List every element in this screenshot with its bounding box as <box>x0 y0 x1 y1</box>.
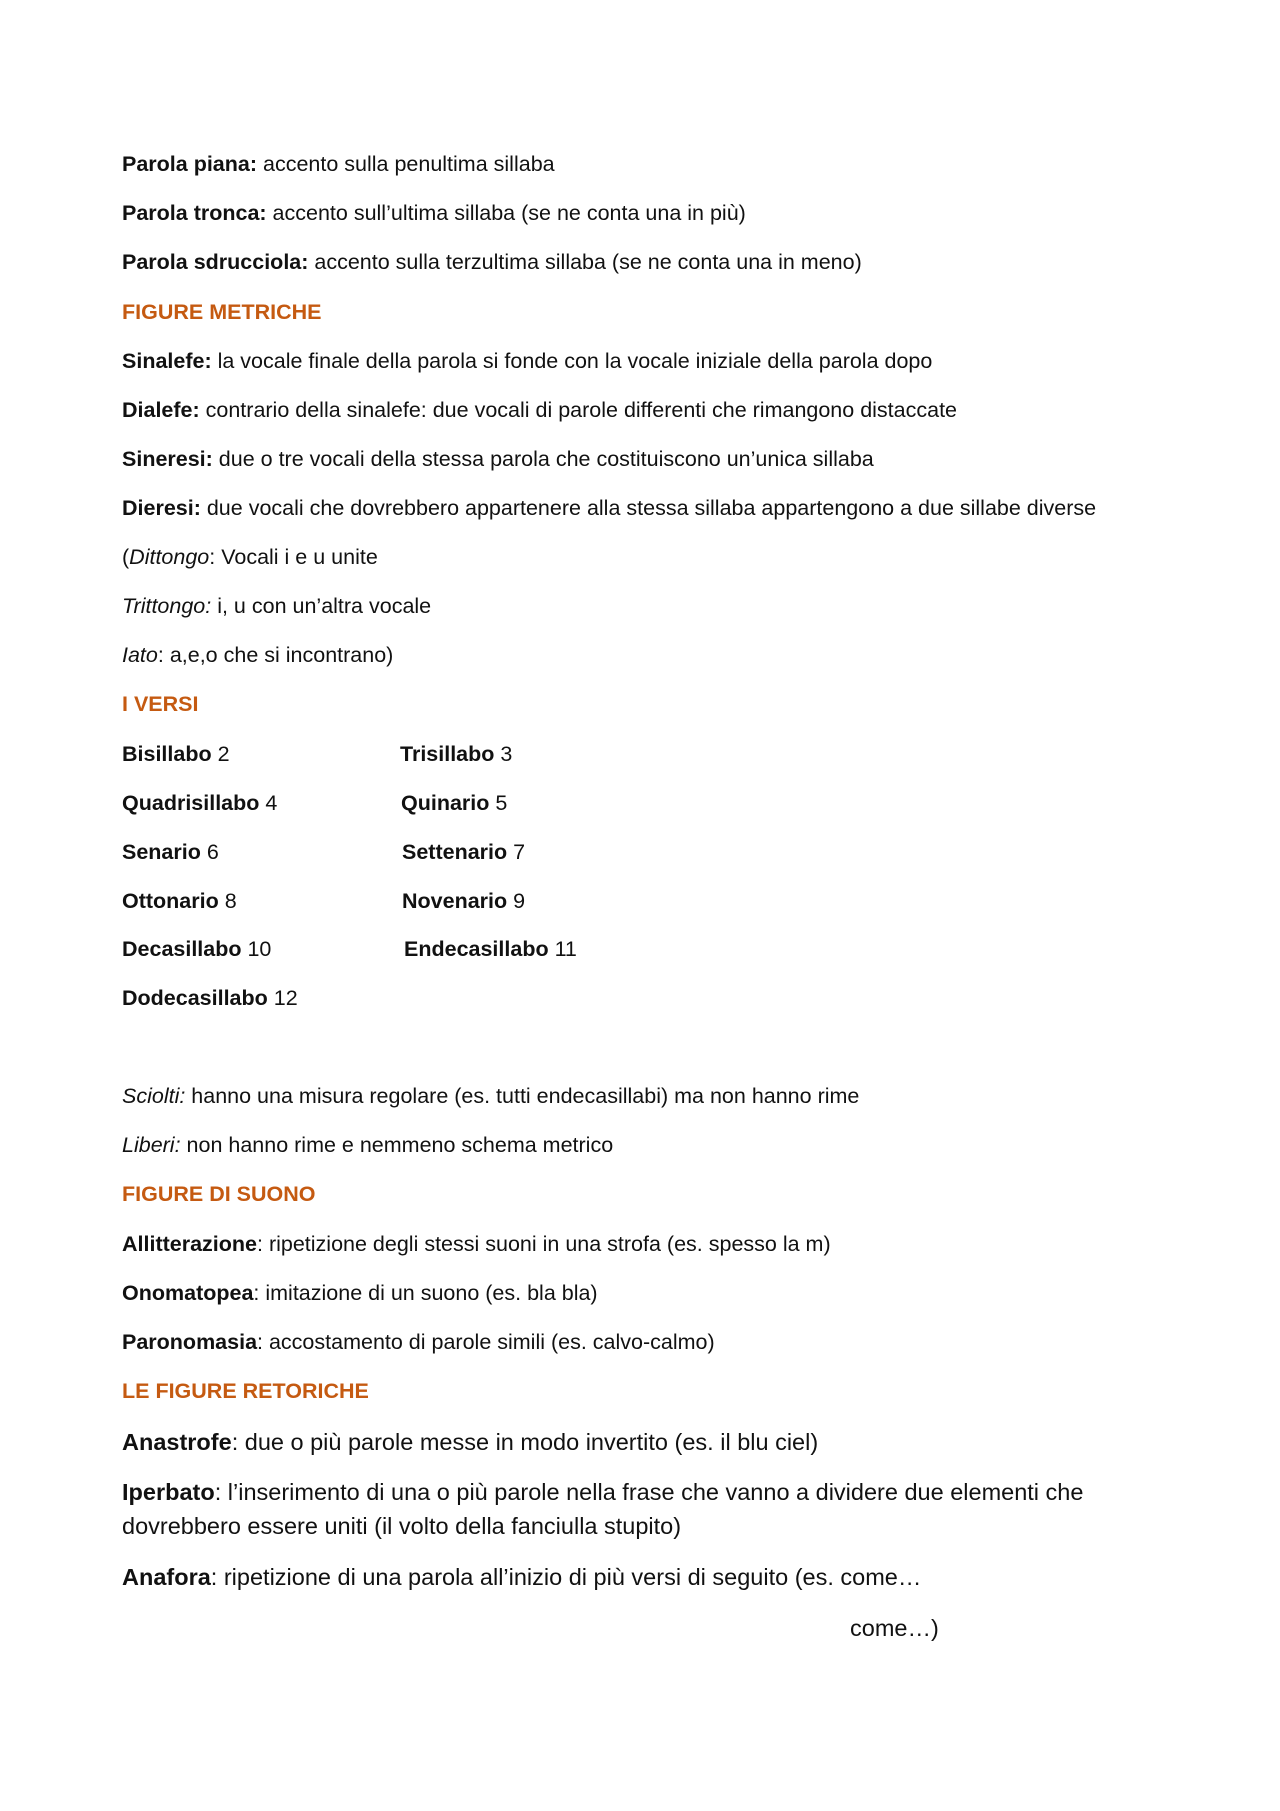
definition-line-continuation: dovrebbero essere uniti (il volto della fanciulla stupito) <box>122 1513 682 1539</box>
definition-line: Sineresi: due o tre vocali della stessa parola che costituiscono un’unica sillaba <box>122 447 874 471</box>
verse-entry: Decasillabo 10 <box>122 937 272 961</box>
definition-line: Paronomasia: accostamento di parole simili (es. calvo-calmo) <box>122 1330 715 1354</box>
verse-entry: Senario 6 <box>122 840 219 864</box>
note-line: Sciolti: hanno una misura regolare (es. tutti endecasillabi) ma non hanno rime <box>122 1084 860 1108</box>
definition-line: Anastrofe: due o più parole messe in modo invertito (es. il blu ciel) <box>122 1429 819 1455</box>
definition-line: Parola tronca: accento sull’ultima sillaba (se ne conta una in più) <box>122 201 746 225</box>
verse-entry: Endecasillabo 11 <box>404 937 577 961</box>
verse-entry: Dodecasillabo 12 <box>122 986 298 1010</box>
verse-entry: Quadrisillabo 4 <box>122 791 278 815</box>
definition-line: Parola piana: accento sulla penultima sillaba <box>122 152 555 176</box>
definition-line: Sinalefe: la vocale finale della parola si fonde con la vocale iniziale della parola dopo <box>122 349 933 373</box>
definition-line-continuation: come…) <box>850 1615 939 1641</box>
definition-line: Parola sdrucciola: accento sulla terzultima sillaba (se ne conta una in meno) <box>122 250 862 274</box>
section-heading-figure-metriche: FIGURE METRICHE <box>122 300 322 324</box>
definition-line: Dieresi: due vocali che dovrebbero appartenere alla stessa sillaba appartengono a due sillabe diverse <box>122 496 1097 520</box>
verse-entry: Bisillabo 2 <box>122 742 230 766</box>
verse-entry: Quinario 5 <box>401 791 508 815</box>
note-line: Iato: a,e,o che si incontrano) <box>122 643 394 667</box>
section-heading-figure-retoriche: LE FIGURE RETORICHE <box>122 1379 369 1403</box>
note-line: Trittongo: i, u con un’altra vocale <box>122 594 432 618</box>
verse-entry: Trisillabo 3 <box>400 742 513 766</box>
definition-line: Onomatopea: imitazione di un suono (es. bla bla) <box>122 1281 598 1305</box>
definition-line: Anafora: ripetizione di una parola all’inizio di più versi di seguito (es. come… <box>122 1564 922 1590</box>
note-line: Liberi: non hanno rime e nemmeno schema metrico <box>122 1133 614 1157</box>
definition-line: Dialefe: contrario della sinalefe: due vocali di parole differenti che rimangono distaccate <box>122 398 958 422</box>
definition-line: Allitterazione: ripetizione degli stessi suoni in una strofa (es. spesso la m) <box>122 1232 831 1256</box>
verse-entry: Settenario 7 <box>402 840 526 864</box>
note-line: (Dittongo: Vocali i e u unite <box>122 545 378 569</box>
section-heading-figure-suono: FIGURE DI SUONO <box>122 1182 316 1206</box>
section-heading-versi: I VERSI <box>122 692 199 716</box>
verse-entry: Novenario 9 <box>402 889 526 913</box>
verse-entry: Ottonario 8 <box>122 889 237 913</box>
definition-line: Iperbato: l’inserimento di una o più parole nella frase che vanno a dividere due elementi che <box>122 1479 1084 1505</box>
